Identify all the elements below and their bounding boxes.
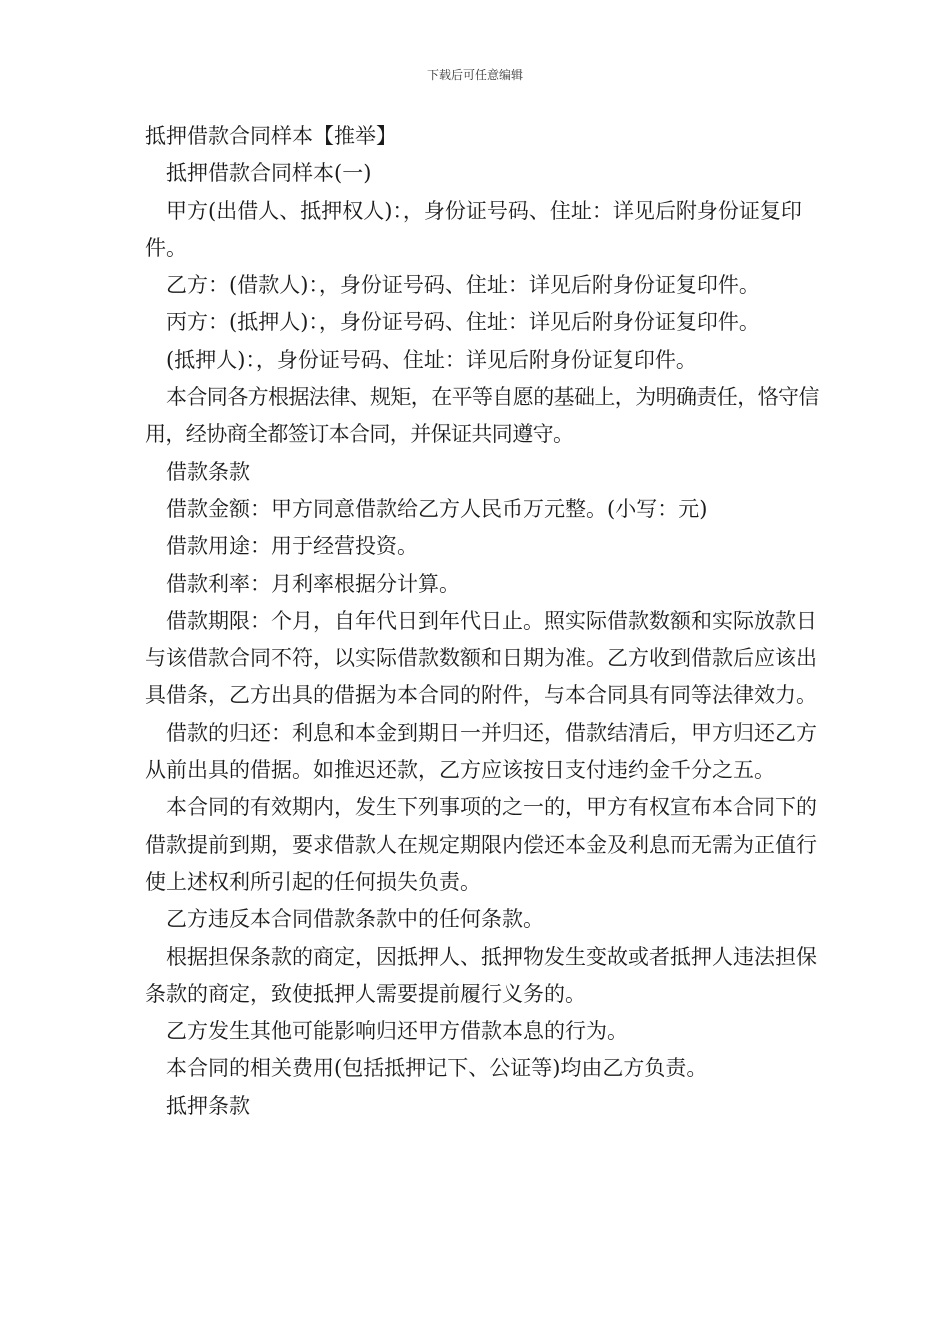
paragraph: 乙方：(借款人)：，身份证号码、住址：详见后附身份证复印件。 (166, 273, 760, 298)
section-heading: 抵押条款 (166, 1093, 250, 1118)
paragraph: 借款用途：用于经营投资。 (166, 534, 418, 559)
paragraph: 借款金额：甲方同意借款给乙方人民币万元整。(小写：元) (166, 496, 708, 521)
paragraph: 本合同的相关费用(包括抵押记下、公证等)均由乙方负责。 (166, 1056, 708, 1081)
paragraph: 本合同各方根据法律、规矩，在平等自愿的基础上，为明确责任，恪守信用，经协商全都签订本合同，并保证共同遵守。 (145, 385, 819, 447)
document-body (145, 118, 825, 1125)
paragraph: 根据担保条款的商定，因抵押人、抵押物发生变故或者抵押人违法担保条款的商定，致使抵押人需要提前履行义务的。 (145, 944, 817, 1006)
paragraph: 乙方违反本合同借款条款中的任何条款。 (166, 907, 544, 932)
page-header-note: 下载后可任意编辑 (426, 68, 523, 82)
paragraph: 乙方发生其他可能影响归还甲方借款本息的行为。 (166, 1019, 628, 1044)
paragraph: 借款的归还：利息和本金到期日一并归还，借款结清后，甲方归还乙方从前出具的借据。如推迟还款，乙方应该按日支付违约金千分之五。 (145, 720, 817, 783)
paragraph: 本合同的有效期内，发生下列事项的之一的，甲方有权宣布本合同下的借款提前到期，要求借款人在规定期限内偿还本金及利息而无需为正值行使上述权利所引起的任何损失负责。 (145, 795, 817, 894)
paragraph: (抵押人)：，身份证号码、住址：详见后附身份证复印件。 (166, 347, 697, 372)
paragraph: 借款利率：月利率根据分计算。 (166, 571, 460, 596)
paragraph: 借款期限：个月，自年代日到年代日止。照实际借款数额和实际放款日与该借款合同不符，以实际借款数额和日期为准。乙方收到借款后应该出具借条，乙方出具的借据为本合同的附件，与本合同具有同等法律效力。 (145, 608, 817, 708)
paragraph: 丙方：(抵押人)：，身份证号码、住址：详见后附身份证复印件。 (166, 310, 760, 335)
section-heading: 借款条款 (166, 459, 250, 484)
paragraph: 甲方(出借人、抵押权人)：，身份证号码、住址：详见后附身份证复印件。 (145, 198, 802, 260)
section-heading: 抵押借款合同样本(一) (166, 161, 372, 186)
document-title: 抵押借款合同样本【推举】 (145, 124, 397, 148)
